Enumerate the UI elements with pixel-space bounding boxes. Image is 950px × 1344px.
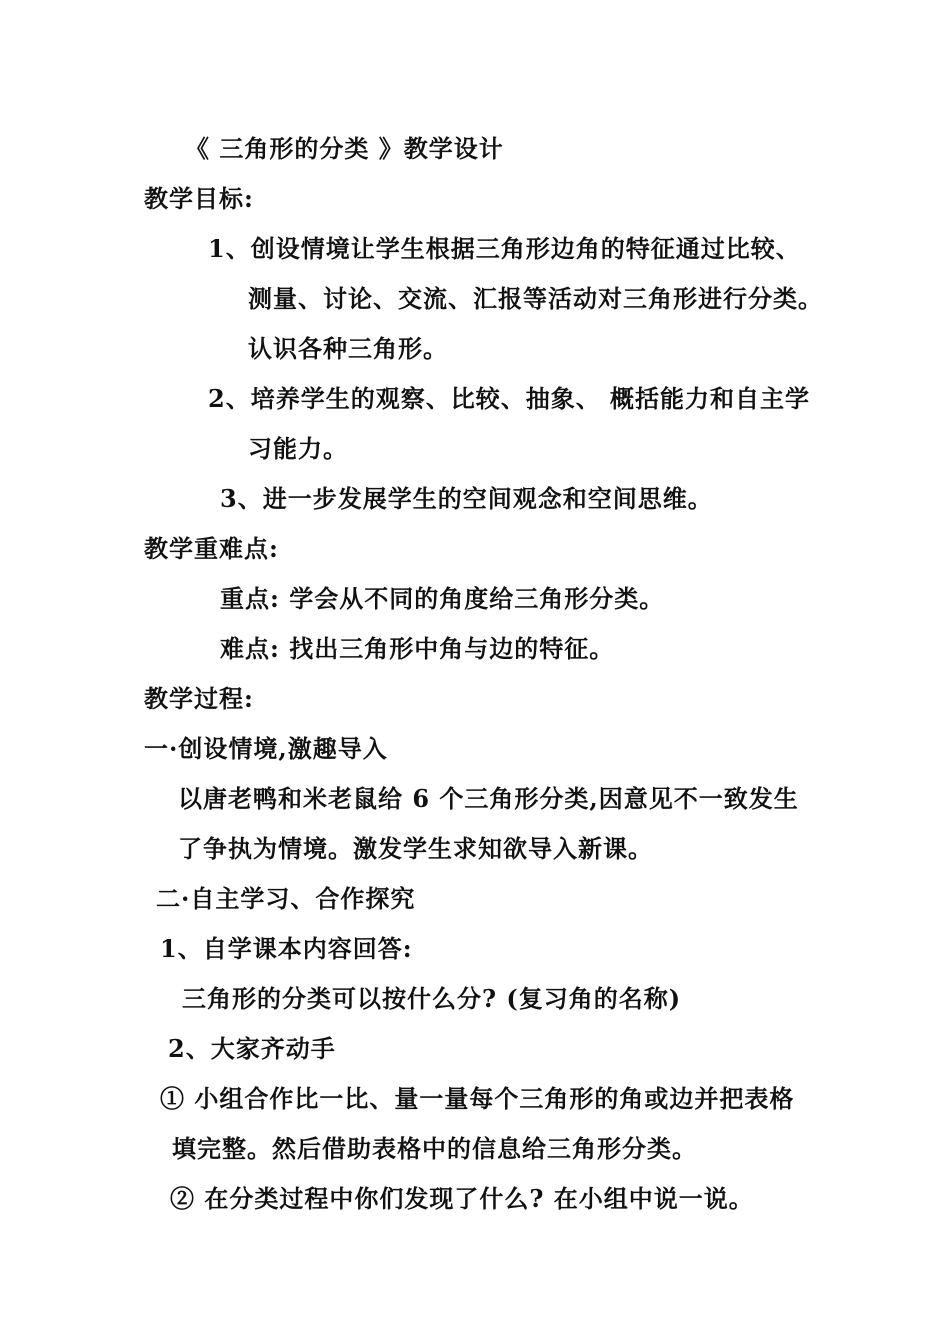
section-2-step-1-question: 三角形的分类可以按什么分? (复习角的名称) xyxy=(182,984,682,1013)
key-point-difficulty: 难点: 找出三角形中角与边的特征。 xyxy=(220,634,615,663)
objective-1-line-2: 测量、讨论、交流、汇报等活动对三角形进行分类。 xyxy=(248,284,823,313)
section-1-title: 一·创设情境,激趣导入 xyxy=(144,734,388,763)
section-1-para-line-2: 了争执为情境。激发学生求知欲导入新课。 xyxy=(178,834,653,863)
objective-3: 3、进一步发展学生的空间观念和空间思维。 xyxy=(220,484,713,513)
section-1-para-line-1: 以唐老鸭和米老鼠给 6 个三角形分类,因意见不一致发生 xyxy=(178,784,799,813)
section-2-sub-1-line-1: ① 小组合作比一比、量一量每个三角形的角或边并把表格 xyxy=(160,1084,795,1113)
document-title: 《 三角形的分类 》教学设计 xyxy=(185,134,504,163)
objective-1-line-3: 认识各种三角形。 xyxy=(248,334,448,363)
objective-2-line-1: 2、培养学生的观察、比较、抽象、 概括能力和自主学 xyxy=(208,384,811,413)
process-heading: 教学过程: xyxy=(144,684,254,713)
key-points-heading: 教学重难点: xyxy=(144,534,279,563)
section-2-sub-1-line-2: 填完整。然后借助表格中的信息给三角形分类。 xyxy=(172,1134,697,1163)
section-2-sub-2: ② 在分类过程中你们发现了什么? 在小组中说一说。 xyxy=(170,1184,754,1213)
objectives-heading: 教学目标: xyxy=(144,184,254,213)
section-2-title: 二·自主学习、合作探究 xyxy=(156,884,416,913)
key-point-focus: 重点: 学会从不同的角度给三角形分类。 xyxy=(220,584,665,613)
section-2-step-1: 1、自学课本内容回答: xyxy=(160,934,413,963)
objective-1-line-1: 1、创设情境让学生根据三角形边角的特征通过比较、 xyxy=(208,234,801,263)
objective-2-line-2: 习能力。 xyxy=(248,434,348,463)
section-2-step-2: 2、大家齐动手 xyxy=(168,1034,336,1063)
